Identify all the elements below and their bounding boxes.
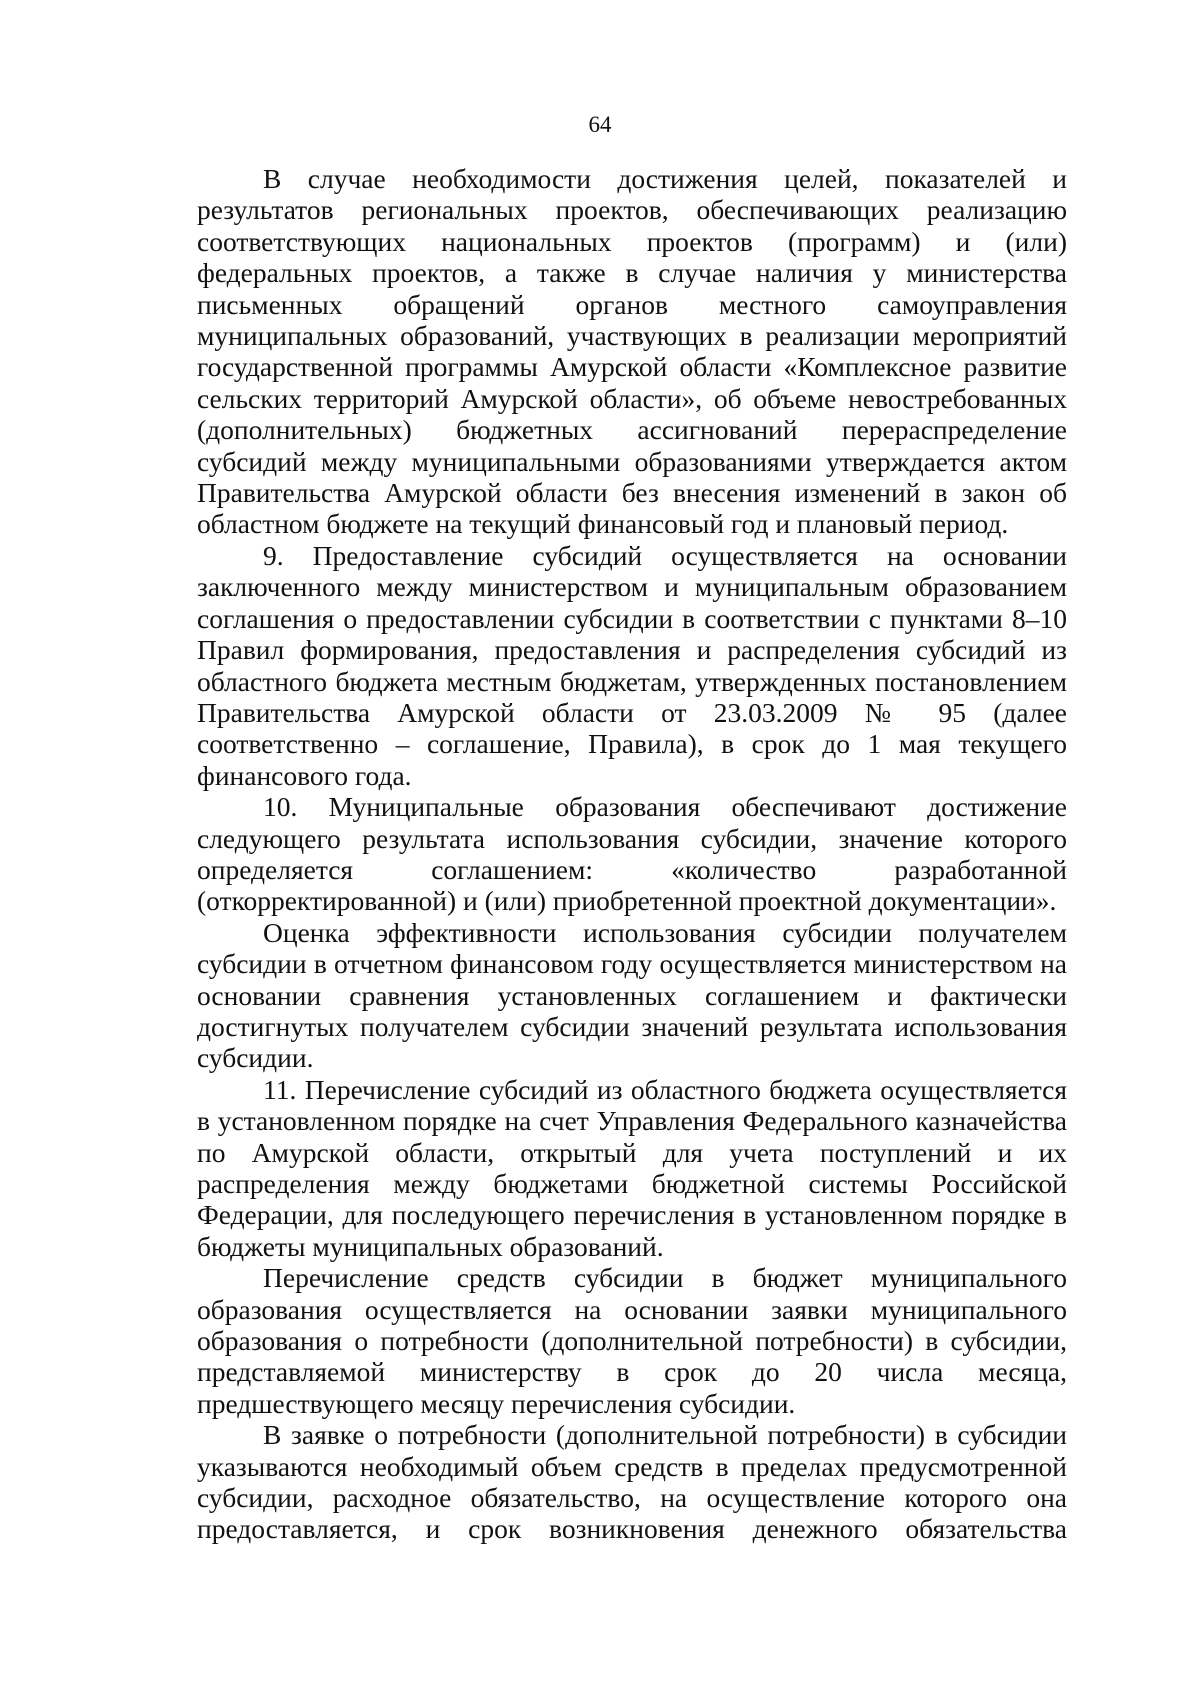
paragraph-request-contents: В заявке о потребности (дополнительной потребности) в субсидии указываются необходимый объем средств в пределах предусмотренной субсидии, расходное обязательство, на осуществление которого она предоставляется, и срок возникновения денежного обязательства xyxy=(197,1419,1067,1545)
paragraph-item-9: 9. Предоставление субсидий осуществляется на основании заключенного между министерством и муниципальным образованием соглашения о предоставлении субсидии в соответствии с пунктами 8–10 Правил формирования, предоставления и распределения субсидий из областного бюджета местным бюджетам, утвержденных постановлением Правительства Амурской области от 23.03.2009 № 95 (далее соответственно – соглашение, Правила), в срок до 1 мая текущего финансового года. xyxy=(197,539,1067,791)
paragraph-efficiency-assessment: Оценка эффективности использования субсидии получателем субсидии в отчетном финансовом году осуществляется министерством на основании сравнения установленных соглашением и фактически достигнутых получателем субсидии значений результата использования субсидии. xyxy=(197,916,1067,1074)
paragraph-item-10: 10. Муниципальные образования обеспечивают достижение следующего результата использования субсидии, значение которого определяется соглашением: «количество разработанной (откорректированной) и (или) приобретенной проектной документации». xyxy=(197,791,1067,917)
paragraph-budget-redistribution: В случае необходимости достижения целей, показателей и результатов региональных проектов, обеспечивающих реализацию соответствующих национальных проектов (программ) и (или) федеральных проектов, а также в случае наличия у министерства письменных обращений органов местного самоуправления муниципальных образований, участвующих в реализации мероприятий государственной программы Амурской области «Комплексное развитие сельских территорий Амурской области», об объеме невостребованных (дополнительных) бюджетных ассигнований перераспределение субсидий между муниципальными образованиями утверждается актом Правительства Амурской области без внесения изменений в закон об областном бюджете на текущий финансовый год и плановый период. xyxy=(197,163,1067,540)
paragraph-transfer-request: Перечисление средств субсидии в бюджет муниципального образования осуществляется на основании заявки муниципального образования о потребности (дополнительной потребности) в субсидии, представляемой министерству в срок до 20 числа месяца, предшествующего месяцу перечисления субсидии. xyxy=(197,1262,1067,1419)
page-number: 64 xyxy=(588,112,612,137)
paragraph-item-11: 11. Перечисление субсидий из областного бюджета осуществляется в установленном порядке на счет Управления Федерального казначейства по Амурской области, открытый для учета поступлений и их распределения между бюджетами бюджетной системы Российской Федерации, для последующего перечисления в установленном порядке в бюджеты муниципальных образований. xyxy=(197,1073,1067,1262)
document-body xyxy=(197,163,1067,1545)
